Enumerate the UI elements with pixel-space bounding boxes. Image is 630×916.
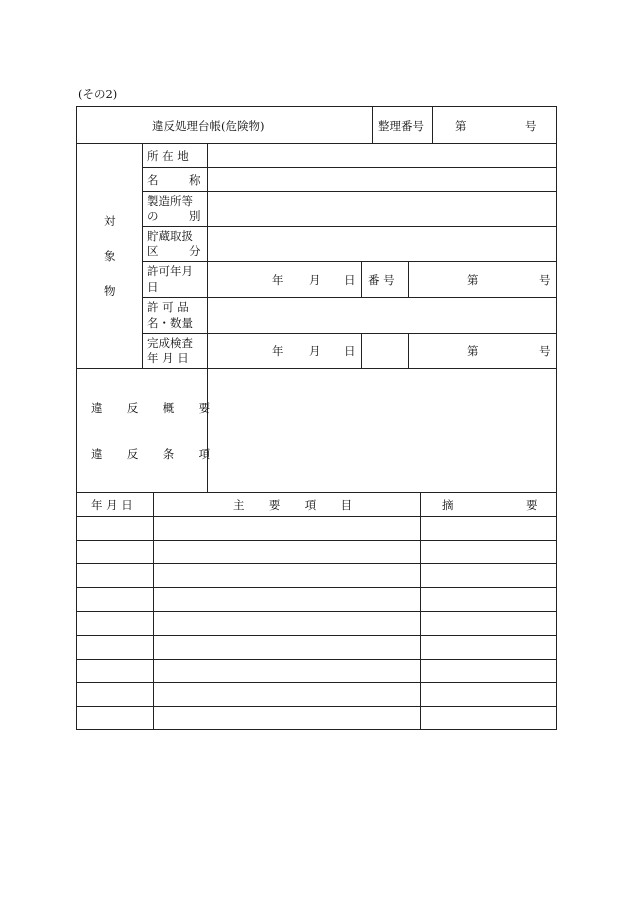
rule-h <box>76 659 557 660</box>
label-kyoka-hin-1: 許 可 品 <box>147 300 189 314</box>
rule-v <box>153 492 154 730</box>
rule-h <box>142 297 557 298</box>
label-shozaichi: 所 在 地 <box>147 149 189 163</box>
rule-h <box>76 563 557 564</box>
label-chozo-1: 貯蔵取扱 <box>147 229 193 243</box>
rule-h <box>76 492 557 493</box>
label-meisho-a: 名 <box>147 173 159 187</box>
rule-h <box>142 261 557 262</box>
rule-h <box>142 167 557 168</box>
rule-h <box>142 226 557 227</box>
label-seizo-2a: の <box>147 209 159 223</box>
kansei-tsuki: 月 <box>309 344 321 358</box>
rule-h <box>76 635 557 636</box>
log-header-date: 年 月 日 <box>91 498 133 512</box>
rule-h <box>76 516 557 517</box>
rule-v <box>408 333 409 368</box>
rule-h <box>76 540 557 541</box>
kyoka-nen: 年 <box>272 273 284 287</box>
ihan-gaiyo-label: 違 反 概 要 <box>91 401 221 415</box>
label-kansei-2: 年 月 日 <box>147 351 189 365</box>
label-chozo-2a: 区 <box>147 244 159 258</box>
rule-h <box>76 611 557 612</box>
rule-h <box>76 368 557 369</box>
rule-h <box>142 333 557 334</box>
rule-v <box>408 261 409 297</box>
taisho-char-1: 対 <box>104 214 116 228</box>
label-seizo-1: 製造所等 <box>147 194 193 208</box>
bango-label: 番 号 <box>368 273 395 287</box>
kansei-hi: 日 <box>344 344 356 358</box>
rule-h <box>76 682 557 683</box>
rule-v <box>142 143 143 368</box>
ihan-joko-label: 違 反 条 項 <box>91 447 221 461</box>
rule-v <box>372 106 373 143</box>
label-kyoka-hin-2: 名・数量 <box>147 316 193 330</box>
kansei-go: 号 <box>539 344 551 358</box>
kyoka-hi: 日 <box>344 273 356 287</box>
form-note: (その2) <box>78 87 118 101</box>
label-kyoka-date-2: 日 <box>147 280 159 294</box>
rule-h <box>76 706 557 707</box>
rule-v <box>207 143 208 492</box>
log-header-item: 主 要 項 目 <box>233 498 363 512</box>
go-label: 号 <box>525 119 537 133</box>
taisho-char-3: 物 <box>104 284 116 298</box>
rule-h <box>76 143 557 144</box>
label-seizo-2b: 別 <box>189 209 201 223</box>
seiri-bango-label: 整理番号 <box>378 119 424 133</box>
rule-v <box>432 106 433 143</box>
rule-h <box>142 191 557 192</box>
rule-v <box>361 333 362 368</box>
kansei-dai: 第 <box>467 344 479 358</box>
dai-label: 第 <box>455 119 467 133</box>
log-header-tekiyo-b: 要 <box>526 498 538 512</box>
taisho-char-2: 象 <box>104 249 116 263</box>
rule-v <box>361 261 362 297</box>
label-chozo-2b: 分 <box>189 244 201 258</box>
rule-v <box>420 492 421 730</box>
label-kansei-1: 完成検査 <box>147 336 193 350</box>
kyoka-dai: 第 <box>467 273 479 287</box>
kansei-nen: 年 <box>272 344 284 358</box>
log-header-tekiyo-a: 摘 <box>442 498 454 512</box>
kyoka-tsuki: 月 <box>309 273 321 287</box>
label-meisho-b: 称 <box>189 173 201 187</box>
kyoka-go: 号 <box>539 273 551 287</box>
label-kyoka-date-1: 許可年月 <box>147 264 193 278</box>
form-title: 違反処理台帳(危険物) <box>152 119 265 133</box>
rule-h <box>76 587 557 588</box>
